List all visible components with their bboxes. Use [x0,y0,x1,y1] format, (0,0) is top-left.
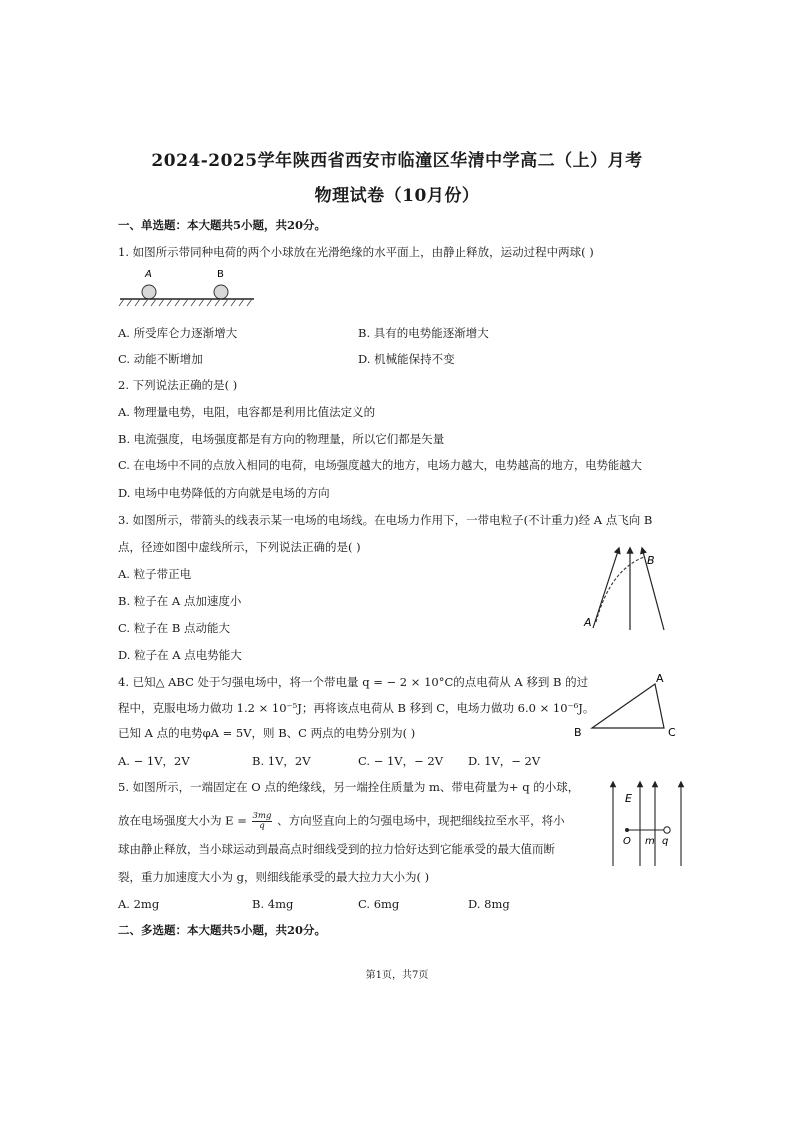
q1-stem: 1. 如图所示带同种电荷的两个小球放在光滑绝缘的水平面上，由静止释放，运动过程中两球( ) [118,245,594,259]
q3-fig-label-b: B [647,554,655,567]
q3-field-line-left [593,548,619,628]
q5-stem-line2a: 放在电场强度大小为 E = [118,813,247,828]
q2-option-c: C. 在电场中不同的点放入相同的电荷，电场强度越大的地方，电场力越大，电势越高的地方，电势能越大 [118,459,642,472]
q3-option-b: B. 粒子在 A 点加速度小 [118,594,242,608]
q5-fig-label-m: m [645,836,655,847]
q5-ball [664,827,670,833]
q3-stem-line2: 点，径迹如图中虚线所示，下列说法正确的是( ) [118,540,361,554]
q5-figure [605,776,685,868]
q4-stem-line3: 已知 A 点的电势φA = 5V，则 B、C 两点的电势分别为( ) [118,726,416,740]
q1-fig-label-b: B [217,269,224,280]
q4-fig-label-c: C [668,726,676,739]
q3-particle-path [596,557,644,622]
q5-fig-label-e: E [625,792,632,805]
q4-fig-label-a: A [656,672,664,685]
q5-fraction-denominator: q [259,821,265,831]
section1-heading: 一、单选题：本大题共5小题，共20分。 [118,218,327,232]
q4-fig-label-b: B [574,726,582,739]
q4-stem-line2: 程中，克服电场力做功 1.2 × 10⁻⁵J；再将该点电荷从 B 移到 C，电场力做功 6.0 × 10⁻⁶J。 [118,701,595,715]
q4-stem-line1: 4. 已知△ ABC 处于匀强电场中，将一个带电量 q = − 2 × 10°C的点电荷从 A 移到 B 的过 [118,675,589,689]
q5-option-a: A. 2mg [118,897,160,911]
exam-title-line1: 2024-2025学年陕西省西安市临潼区华清中学高二（上）月考 [151,151,643,171]
q3-stem-line1: 3. 如图所示，带箭头的线表示某一电场的电场线。在电场力作用下，一带电粒子(不计重力)经 A 点飞向 B [118,513,653,527]
q3-figure [580,540,680,636]
q1-ball-a [142,285,156,299]
q5-stem-line2 [118,812,565,831]
q4-option-a: A. − 1V，2V [118,754,190,768]
q1-option-b: B. 具有的电势能逐渐增大 [358,326,489,340]
q1-fig-label-a: A [145,269,152,280]
q2-option-d: D. 电场中电势降低的方向就是电场的方向 [118,486,330,500]
q4-option-d: D. 1V，− 2V [468,754,541,768]
q2-option-b: B. 电流强度，电场强度都是有方向的物理量，所以它们都是矢量 [118,432,445,446]
page-footer: 第1页，共7页 [365,970,429,981]
q4-figure [570,670,685,742]
q2-stem: 2. 下列说法正确的是( ) [118,378,238,392]
q1-option-a: A. 所受库仑力逐渐增大 [118,326,238,340]
section2-heading: 二、多选题：本大题共5小题，共20分。 [118,923,327,937]
q1-ground-hatch [119,299,252,306]
q3-option-a: A. 粒子带正电 [118,567,192,581]
q1-ball-b [214,285,228,299]
q5-option-c: C. 6mg [358,897,400,911]
q5-option-d: D. 8mg [468,897,510,911]
q5-stem-line4: 裂，重力加速度大小为 g，则细线能承受的最大拉力大小为( ) [118,870,430,884]
q4-option-c: C. − 1V，− 2V [358,754,444,768]
q5-fraction [252,812,273,831]
q5-fig-label-q: q [662,836,669,847]
q5-fraction-numerator: 3mg [252,811,272,821]
q3-option-d: D. 粒子在 A 点电势能大 [118,648,242,662]
q5-stem-line3: 球由静止释放，当小球运动到最高点时细线受到的拉力恰好达到它能承受的最大值而断 [118,842,555,856]
exam-title-line2: 物理试卷（10月份） [314,186,480,206]
q5-stem-line1: 5. 如图所示，一端固定在 O 点的绝缘线，另一端拴住质量为 m、带电荷量为+ q 的小球， [118,780,580,794]
q4-triangle [592,684,664,728]
q5-stem-line2b: 、方向竖直向上的匀强电场中，现把细线拉至水平，将小 [277,813,565,828]
q2-option-a: A. 物理量电势，电阻，电容都是利用比值法定义的 [118,405,376,419]
q5-fig-label-o: O [623,836,631,847]
q4-option-b: B. 1V，2V [252,754,311,768]
q1-option-c: C. 动能不断增加 [118,352,203,366]
q1-figure [118,266,258,310]
q1-option-d: D. 机械能保持不变 [358,352,455,366]
q3-fig-label-a: A [584,616,592,629]
q5-option-b: B. 4mg [252,897,294,911]
q3-option-c: C. 粒子在 B 点动能大 [118,621,230,635]
